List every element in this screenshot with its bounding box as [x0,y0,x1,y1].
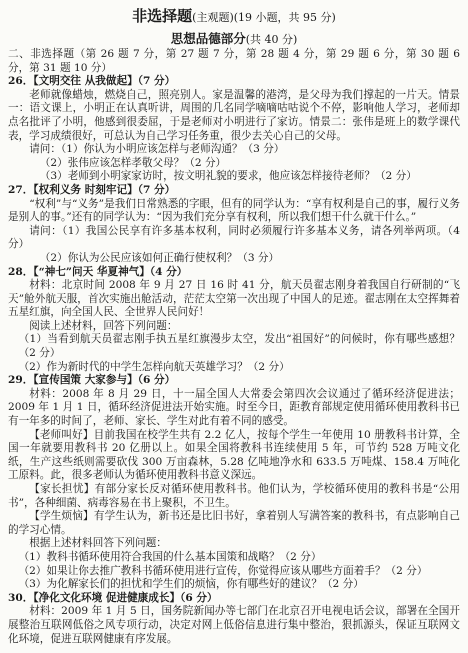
question-30-heading: 30．【净化文化环境 促进健康成长】（6 分） [8,591,218,604]
question-26-material: 老师就像蜡烛，燃烧自己，照亮别人。家是温馨的港湾，是父母为我们撑起的一片天。情景一：语文课上，小明正在认真听讲，周围的几名同学嘀嘀咕咕说个不停，影响他人学习，老师却点名批评了小明，他感到很委屈，于是老师对小明进行了家访。情景二：张伟是班上的数学课代表，学习成绩很好，可总认为自己学习任务重，很少去关心自己的父母。 [8,88,460,142]
question-27-material: “权利”与“义务”是我们日常熟悉的字眼，但有的同学认为：“享有权利是自己的事，履行义务是别人的事。”还有的同学认为：“因为我们充分享有权利，所以我们想干什么就干什么。” [8,197,460,224]
question-28-part-2: （2）作为新时代的中学生怎样向航天英雄学习？（2 分） [18,360,290,373]
question-29-student-view: 【学生烦恼】有学生认为，新书还是比旧书好，拿着别人写满答案的教科书，有点影响自己的学习心情。 [8,510,460,536]
question-28-ask: 阅读上述材料，回答下列问题： [29,319,178,332]
question-26-part-3: （3）老师到小明家家访时，按文明礼貌的要求，他应该怎样接待老师？（2 分） [39,170,417,183]
section-instructions: 二、非选择题（第 26 题 7 分，第 27 题 7 分，第 28 题 4 分，第 29 题 6 分，第 30 题 6 分，第 31 题 10 分） [8,48,460,74]
question-29-parent-view: 【家长担忧】有部分家长反对循环使用教科书。他们认为，学校循环使用的教科书是“公用书”，各种细菌、病毒容易在书上聚积，不卫生。 [8,483,460,509]
question-29-part-1: （1）教科书循环使用符合我国的什么基本国策和战略？（2 分） [18,550,322,563]
question-29-part-2: （2）如果让你去推广教科书循环使用进行宣传，你觉得应该从哪些方面着手？（2 分） [18,564,428,577]
question-29-teacher-view: 【老师叫好】目前我国在校学生共有 2.2 亿人，按每个学生一年使用 10 册教科书计算，全国一年就要用教科书 20 亿册以上。如果全国将教科书连续使用 5 年，可节约 528 万吨文化纸，生产这些纸则需要砍伐 300 万亩森林，5.28 亿吨地净水和 633.5 万吨煤、158.4 万吨化工原料。此，很多老师认为循环使用教科书意义深远。 [8,428,460,482]
question-27-heading: 27．【权利义务 时刻牢记】（7 分） [8,183,176,196]
part-subtitle: (共 40 分) [245,33,298,46]
part-title: 思想品德部分 [170,31,246,46]
section-subtitle: (主观题)(19 小题，共 95 分) [192,11,336,24]
question-28-part-1: （1）当看到航天员翟志刚手执五星红旗漫步太空，发出“祖国好”的问候时，你有哪些感想？（2 分） [18,333,460,360]
question-28-heading: 28．【“神七”问天 华夏神气】（4 分） [8,265,188,278]
question-29-ask: 根据上述材料回答下列问题： [29,537,167,550]
section-title: 非选择题 [132,7,193,25]
question-26-heading: 26．【文明交往 从我做起】（7 分） [8,75,176,88]
question-29-heading: 29．【宣传国策 大家参与】（6 分） [8,374,176,387]
question-27-part-2: （2）你认为公民应该如何正确行使权利？（3 分） [39,251,280,264]
part-header [8,31,460,48]
question-30-material: 材料：2009 年 1 月 5 日，国务院新闻办等七部门在北京召开电视电话会议，部署在全国开展整治互联网低俗之风专项行动，决定对网上低俗信息进行集中整治，狠抓源头，保证互联网文化环境，促进互联网健康有序发展。 [8,605,460,645]
question-29-part-3: （3）为化解家长们的担忧和学生们的烦恼，你有哪些好的建议？（2 分） [18,578,364,591]
question-26-ask: 请问：（1）你认为小明应该怎样与老师沟通？（3 分） [29,143,285,156]
question-27-ask: 请问：（1）我国公民享有许多基本权利，同时必须履行许多基本义务，请各列举两项。（4 分） [8,224,460,251]
question-28-material: 材料：北京时间 2008 年 9 月 27 日 16 时 41 分，航天员翟志刚身着我国自行研制的“飞天”舱外航天服，首次实施出舱活动，茫茫太空第一次出现了中国人的足迹。翟志刚在太空挥舞着五星红旗，向全国人民、全世界人民问好！ [8,279,460,319]
question-26-part-2: （2）张伟应该怎样孝敬父母？（2 分） [39,156,227,169]
section-header [8,6,460,28]
question-29-material: 材料：2008 年 8 月 29 日，十一届全国人大常委会第四次会议通过了循环经济促进法；2009 年 1 月 1 日，循环经济促进法开始实施。时至今日，距教育部规定使用循环使用教科书已有一年多的时间了，老师、家长、学生对此有着不同的感受。 [8,387,460,428]
